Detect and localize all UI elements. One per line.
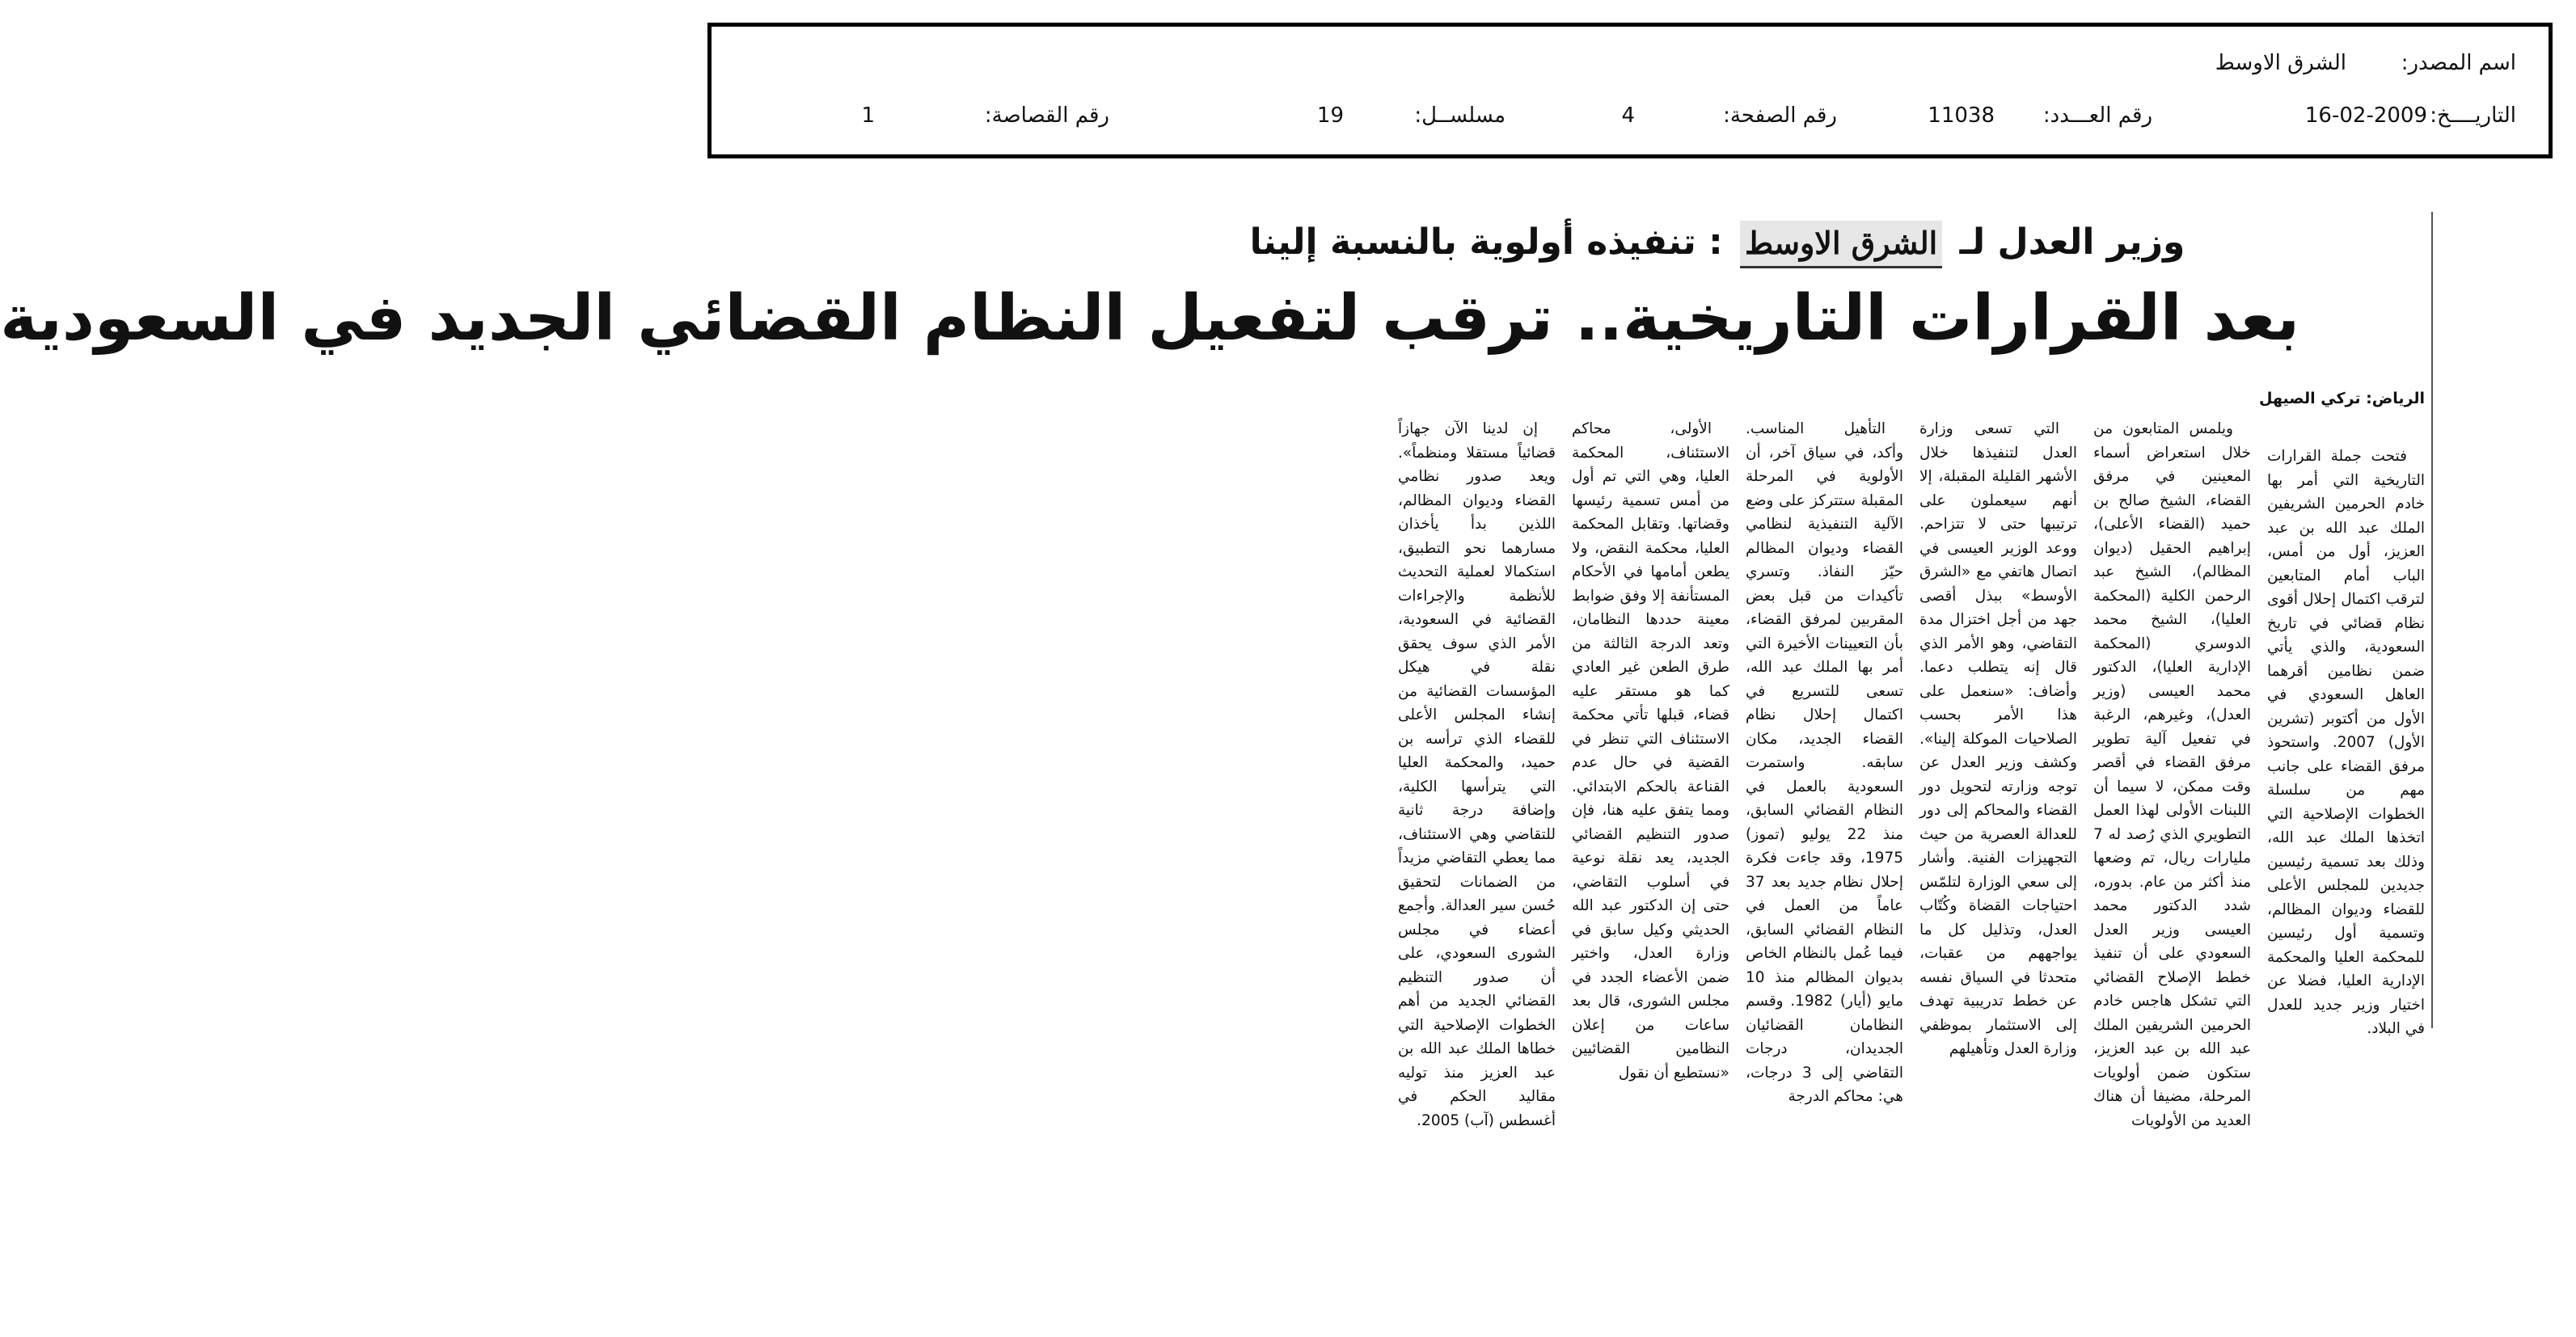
clip-number-value: 1 xyxy=(861,103,875,128)
source-label: اسم المصدر: xyxy=(2401,51,2516,75)
article-column-3 xyxy=(1919,417,2077,1057)
serial-value: 19 xyxy=(1316,103,1344,128)
kicker-text-end: : تنفيذه أولوية بالنسبة إلينا xyxy=(1249,221,1723,263)
issue-label: رقم العـــدد: xyxy=(2042,103,2152,128)
article-column-4 xyxy=(1746,417,1904,1105)
clipping-metadata-box xyxy=(707,23,2553,158)
clipping-edge-rule xyxy=(2431,212,2433,1028)
issue-value: 11038 xyxy=(1928,103,1995,128)
article-column-6 xyxy=(1398,417,1556,1129)
date-label: التاريــــخ: xyxy=(2430,103,2516,128)
kicker-text-start: وزير العدل لـ xyxy=(1959,221,2185,263)
column-2-text: ويلمس المتابعون من خلال استعراض أسماء المعينين في مرفق القضاء، الشيخ صالح بن حميد (القضاء الأعلى)، إبراهيم الحقيل (ديوان المظالم)، الشيخ عبد الرحمن الكلية (المحكمة العليا)، الشيخ محمد الدوسري (المحكمة الإدارية العليا)، الدكتور محمد العيسى (وزير العدل)، وغيرهم، الرغبة في تفعيل آلية تطوير مرفق القضاء في أقصر وقت ممكن، لا سيما أن اللبنات الأولى لهذا العمل التطويري الذي رُصد له 7 مليارات ريال، تم وضعها منذ أكثر من عام. بدوره، شدد الدكتور محمد العيسى وزير العدل السعودي على أن تنفيذ خطط الإصلاح القضائي التي تشكل هاجس خادم الحرمين الشريفين الملك عبد الله بن عبد العزيز، ستكون ضمن أولويات المرحلة، مضيفا أن هناك العديد من الأولويات xyxy=(2093,420,2251,1129)
article-column-5 xyxy=(1572,417,1729,1082)
page-label: رقم الصفحة: xyxy=(1723,103,1837,128)
clip-number-label: رقم القصاصة: xyxy=(984,103,1109,128)
newspaper-logo: الشرق الاوسط xyxy=(1740,221,1942,268)
article-byline: الرياض: تركي الصيهل xyxy=(2259,390,2425,407)
column-6-text: إن لدينا الآن جهازاً قضائياً مستقلا ومنظماً». ويعد صدور نظامي القضاء وديوان المظالم، اللذين بدأ يأخذان مسارهما نحو التطبيق، استكمالا لعملية التحديث للأنظمة والإجراءات القضائية في السعودية، الأمر الذي سوف يحقق نقلة في هيكل المؤسسات القضائية من إنشاء المجلس الأعلى للقضاء الذي ترأسه بن حميد، والمحكمة العليا التي يترأسها الكلية، وإضافة درجة ثانية للتقاضي وهي الاستئناف، مما يعطي التقاضي مزيداً من الضمانات لتحقيق حُسن سير العدالة. وأجمع أعضاء في مجلس الشورى السعودي، على أن صدور التنظيم القضائي الجديد من أهم الخطوات الإصلاحية التي خطاها الملك عبد الله بن عبد العزيز منذ توليه مقاليد الحكم في أغسطس (آب) 2005. xyxy=(1398,420,1556,1129)
article-column-2 xyxy=(2093,417,2251,1129)
serial-label: مسلســل: xyxy=(1414,103,1505,128)
column-3-text: التي تسعى وزارة العدل لتنفيذها خلال الأشهر القليلة المقبلة، إلا أنهم سيعملون على ترتيبها حتى لا تتزاحم. ووعد الوزير العيسى في اتصال هاتفي مع «الشرق الأوسط» ببذل أقصى جهد من أجل اختزال مدة التقاضي، وهو الأمر الذي قال إنه يتطلب دعما. وأضاف: «سنعمل على هذا الأمر بحسب الصلاحيات الموكلة إلينا». وكشف وزير العدل عن توجه وزارته لتحويل دور القضاء والمحاكم إلى دور للعدالة العصرية من حيث التجهيزات الفنية. وأشار إلى سعي الوزارة لتلمّس احتياجات القضاة وكُتّاب العدل، وتذليل كل ما يواجههم من عقبات، متحدثا في السياق نفسه عن خطط تدريبية تهدف إلى الاستثمار بموظفي وزارة العدل وتأهيلهم xyxy=(1919,420,2077,1057)
article-kicker xyxy=(1196,220,2239,268)
newspaper-clipping xyxy=(0,212,2441,1129)
column-4-text: التأهيل المناسب. وأكد، في سياق آخر، أن الأولوية في المرحلة المقبلة ستتركز على وضع الآلية التنفيذية لنظامي القضاء وديوان المظالم حيّز النفاذ. وتسري تأكيدات من قبل بعض المقربين لمرفق القضاء، بأن التعيينات الأخيرة التي أمر بها الملك عبد الله، تسعى للتسريع في اكتمال إحلال نظام القضاء الجديد، مكان سابقه. واستمرت السعودية بالعمل في النظام القضائي السابق، منذ 22 يوليو (تموز) 1975، وقد جاءت فكرة إحلال نظام جديد بعد 37 عاماً من العمل في النظام القضائي السابق، فيما عُمل بالنظام الخاص بديوان المظالم منذ 10 مايو (أيار) 1982. وقسم النظامان القضائيان الجديدان، درجات التقاضي إلى 3 درجات، هي: محاكم الدرجة xyxy=(1746,420,1904,1105)
article-headline: بعد القرارات التاريخية.. ترقب لتفعيل النظام القضائي الجديد في السعودية xyxy=(0,282,2299,355)
date-value: 16-02-2009 xyxy=(2304,103,2427,128)
page-value: 4 xyxy=(1621,103,1635,128)
source-value: الشرق الاوسط xyxy=(2215,51,2346,75)
column-5-text: الأولى، محاكم الاستئناف، المحكمة العليا، وهي التي تم أول من أمس تسمية رئيسها وقضاتها. وتقابل المحكمة العليا، محكمة النقض، ولا يطعن أمامها في الأحكام المستأنفة إلا وفق ضوابط معينة حددها النظامان، وتعد الدرجة الثالثة من طرق الطعن غير العادي كما هو مستقر عليه قضاء، قبلها تأتي محكمة الاستئناف التي تنظر في القضية في حال عدم القناعة بالحكم الابتدائي. ومما يتفق عليه هنا، فإن صدور التنظيم القضائي الجديد، يعد نقلة نوعية في أسلوب التقاضي، حتى إن الدكتور عبد الله الحديثي وكيل سابق في وزارة العدل، واختير ضمن الأعضاء الجدد في مجلس الشورى، قال بعد ساعات من إعلان النظامين القضائيين «نستطيع أن نقول xyxy=(1572,420,1729,1082)
article-column-1 xyxy=(2267,445,2425,1043)
column-1-text: فتحت جملة القرارات التاريخية التي أمر بها خادم الحرمين الشريفين الملك عبد الله بن عبد العزيز، أول من أمس، الباب أمام المتابعين لترقب اكتمال إحلال أقوى نظام قضائي في تاريخ السعودية، والذي يأتي ضمن نظامين أقرهما العاهل السعودي في الأول من أكتوبر (تشرين الأول) 2007. واستحوذ مرفق القضاء على جانب مهم من سلسلة الخطوات الإصلاحية التي اتخذها الملك عبد الله، وذلك بعد تسمية رئيسين جديدين للمجلس الأعلى للقضاء وديوان المظالم، وتسمية أول رئيسين للمحكمة العليا والمحكمة الإدارية العليا، فضلا عن اختيار وزير جديد للعدل في البلاد. xyxy=(2267,448,2425,1037)
